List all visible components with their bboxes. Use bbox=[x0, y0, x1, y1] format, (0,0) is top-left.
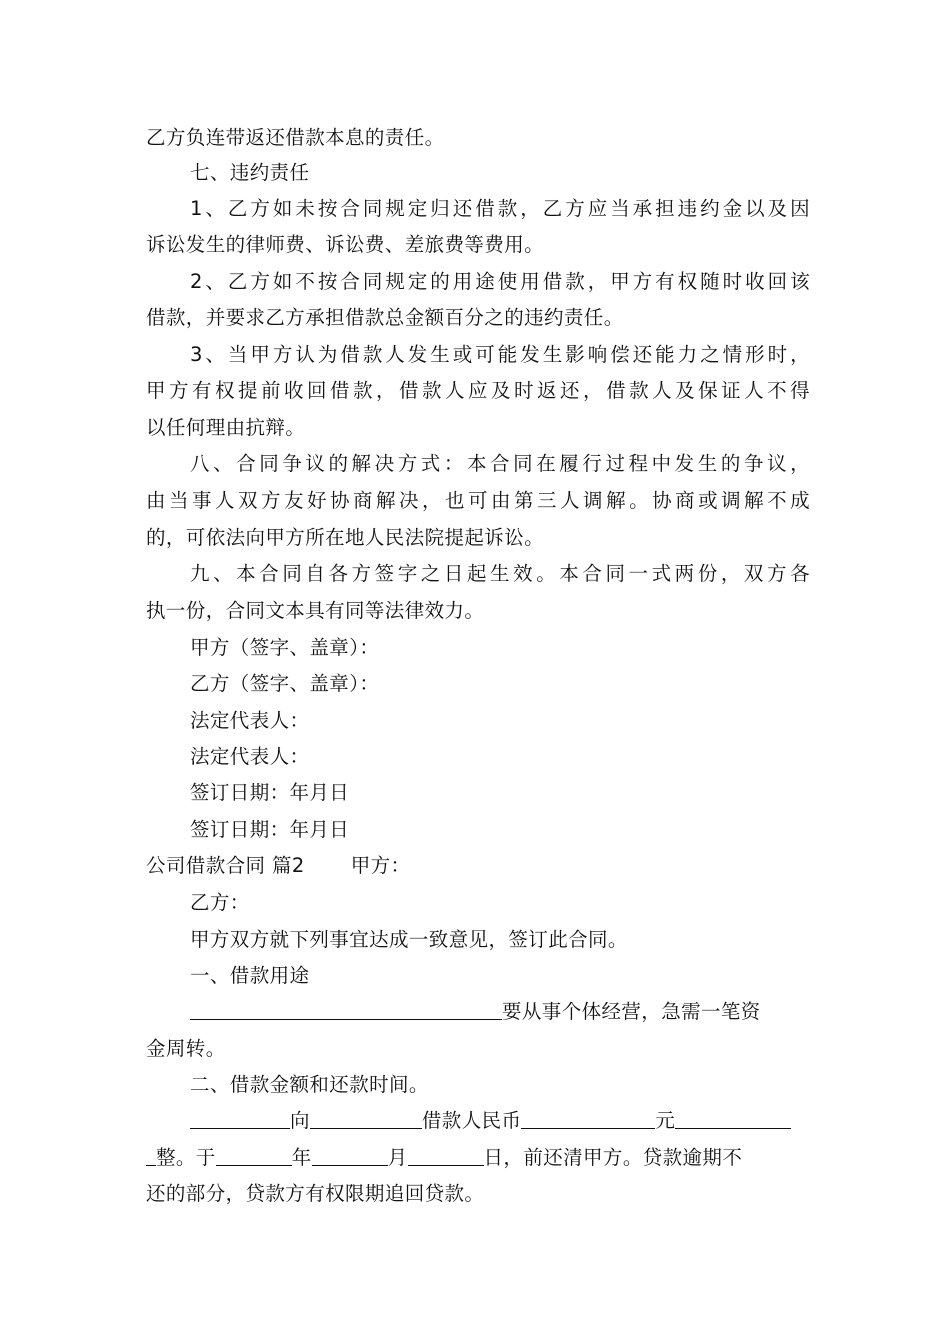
paragraph-line bbox=[190, 1103, 810, 1139]
paragraph-line: 八、合同争议的解决方式：本合同在履行过程中发生的争议， bbox=[190, 452, 810, 475]
fill-in-blank bbox=[190, 997, 502, 1020]
paragraph-line: 执一份，合同文本具有同等法律效力。 bbox=[146, 599, 485, 622]
fill-in-blank bbox=[675, 1106, 791, 1129]
contract-title-line bbox=[146, 848, 810, 884]
paragraph-line: 由当事人双方友好协商解决，也可由第三人调解。协商或调解不成 bbox=[146, 489, 810, 512]
paragraph-text: 月 bbox=[387, 1146, 408, 1169]
paragraph-line: 九、本合同自各方签字之日起生效。本合同一式两份，双方各 bbox=[190, 562, 810, 585]
party-b-label: 乙方： bbox=[190, 891, 250, 914]
paragraph-text: 日，前还清甲方。贷款逾期不 bbox=[483, 1146, 743, 1169]
paragraph-line: 的，可依法向甲方所在地人民法院提起诉讼。 bbox=[146, 526, 545, 549]
paragraph-line bbox=[146, 1140, 810, 1176]
paragraph-line bbox=[190, 994, 810, 1030]
paragraph-line: 诉讼发生的律师费、诉讼费、差旅费等费用。 bbox=[146, 233, 545, 256]
paragraph-line: 以任何理由抗辩。 bbox=[146, 416, 306, 439]
fill-in-blank bbox=[146, 1143, 156, 1166]
section-heading: 一、借款用途 bbox=[190, 964, 310, 987]
paragraph-text: 元 bbox=[655, 1109, 676, 1132]
signature-line: 法定代表人： bbox=[190, 745, 310, 768]
paragraph-line: 借款，并要求乙方承担借款总金额百分之的违约责任。 bbox=[146, 306, 624, 329]
fill-in-blank bbox=[310, 1106, 422, 1129]
date-line: 签订日期：年月日 bbox=[190, 818, 350, 841]
paragraph-line: 2、乙方如不按合同规定的用途使用借款，甲方有权随时收回该 bbox=[190, 270, 810, 293]
fill-in-blank bbox=[312, 1143, 388, 1166]
paragraph-line: 甲方双方就下列事宜达成一致意见，签订此合同。 bbox=[190, 928, 628, 951]
paragraph-text: 要从事个体经营，急需一笔资 bbox=[502, 1000, 761, 1023]
fill-in-blank bbox=[408, 1143, 484, 1166]
paragraph-line: 1、乙方如未按合同规定归还借款，乙方应当承担违约金以及因 bbox=[190, 197, 810, 220]
paragraph-line: 3、当甲方认为借款人发生或可能发生影响偿还能力之情形时， bbox=[190, 343, 810, 366]
section-heading: 七、违约责任 bbox=[190, 161, 310, 184]
signature-line: 法定代表人： bbox=[190, 709, 310, 732]
signature-line: 乙方（签字、盖章）： bbox=[190, 672, 380, 695]
contract-title: 公司借款合同 篇2 bbox=[146, 854, 305, 877]
date-line: 签订日期：年月日 bbox=[190, 781, 350, 804]
paragraph-text: 整。于 bbox=[156, 1146, 216, 1169]
paragraph-text: 借款人民币 bbox=[421, 1109, 522, 1132]
paragraph-line: 金周转。 bbox=[146, 1037, 226, 1060]
fill-in-blank bbox=[190, 1106, 290, 1129]
paragraph-text: 向 bbox=[290, 1109, 310, 1132]
signature-line: 甲方（签字、盖章）： bbox=[190, 636, 380, 659]
fill-in-blank bbox=[216, 1143, 292, 1166]
fill-in-blank bbox=[521, 1106, 655, 1129]
paragraph-line: 甲方有权提前收回借款，借款人应及时返还，借款人及保证人不得 bbox=[146, 379, 810, 402]
party-a-label: 甲方： bbox=[350, 854, 411, 877]
paragraph-line: 还的部分，贷款方有权限期追回贷款。 bbox=[146, 1182, 485, 1205]
section-heading: 二、借款金额和还款时间。 bbox=[190, 1073, 429, 1096]
paragraph-line: 乙方负连带返还借款本息的责任。 bbox=[146, 126, 445, 149]
paragraph-text: 年 bbox=[291, 1146, 312, 1169]
